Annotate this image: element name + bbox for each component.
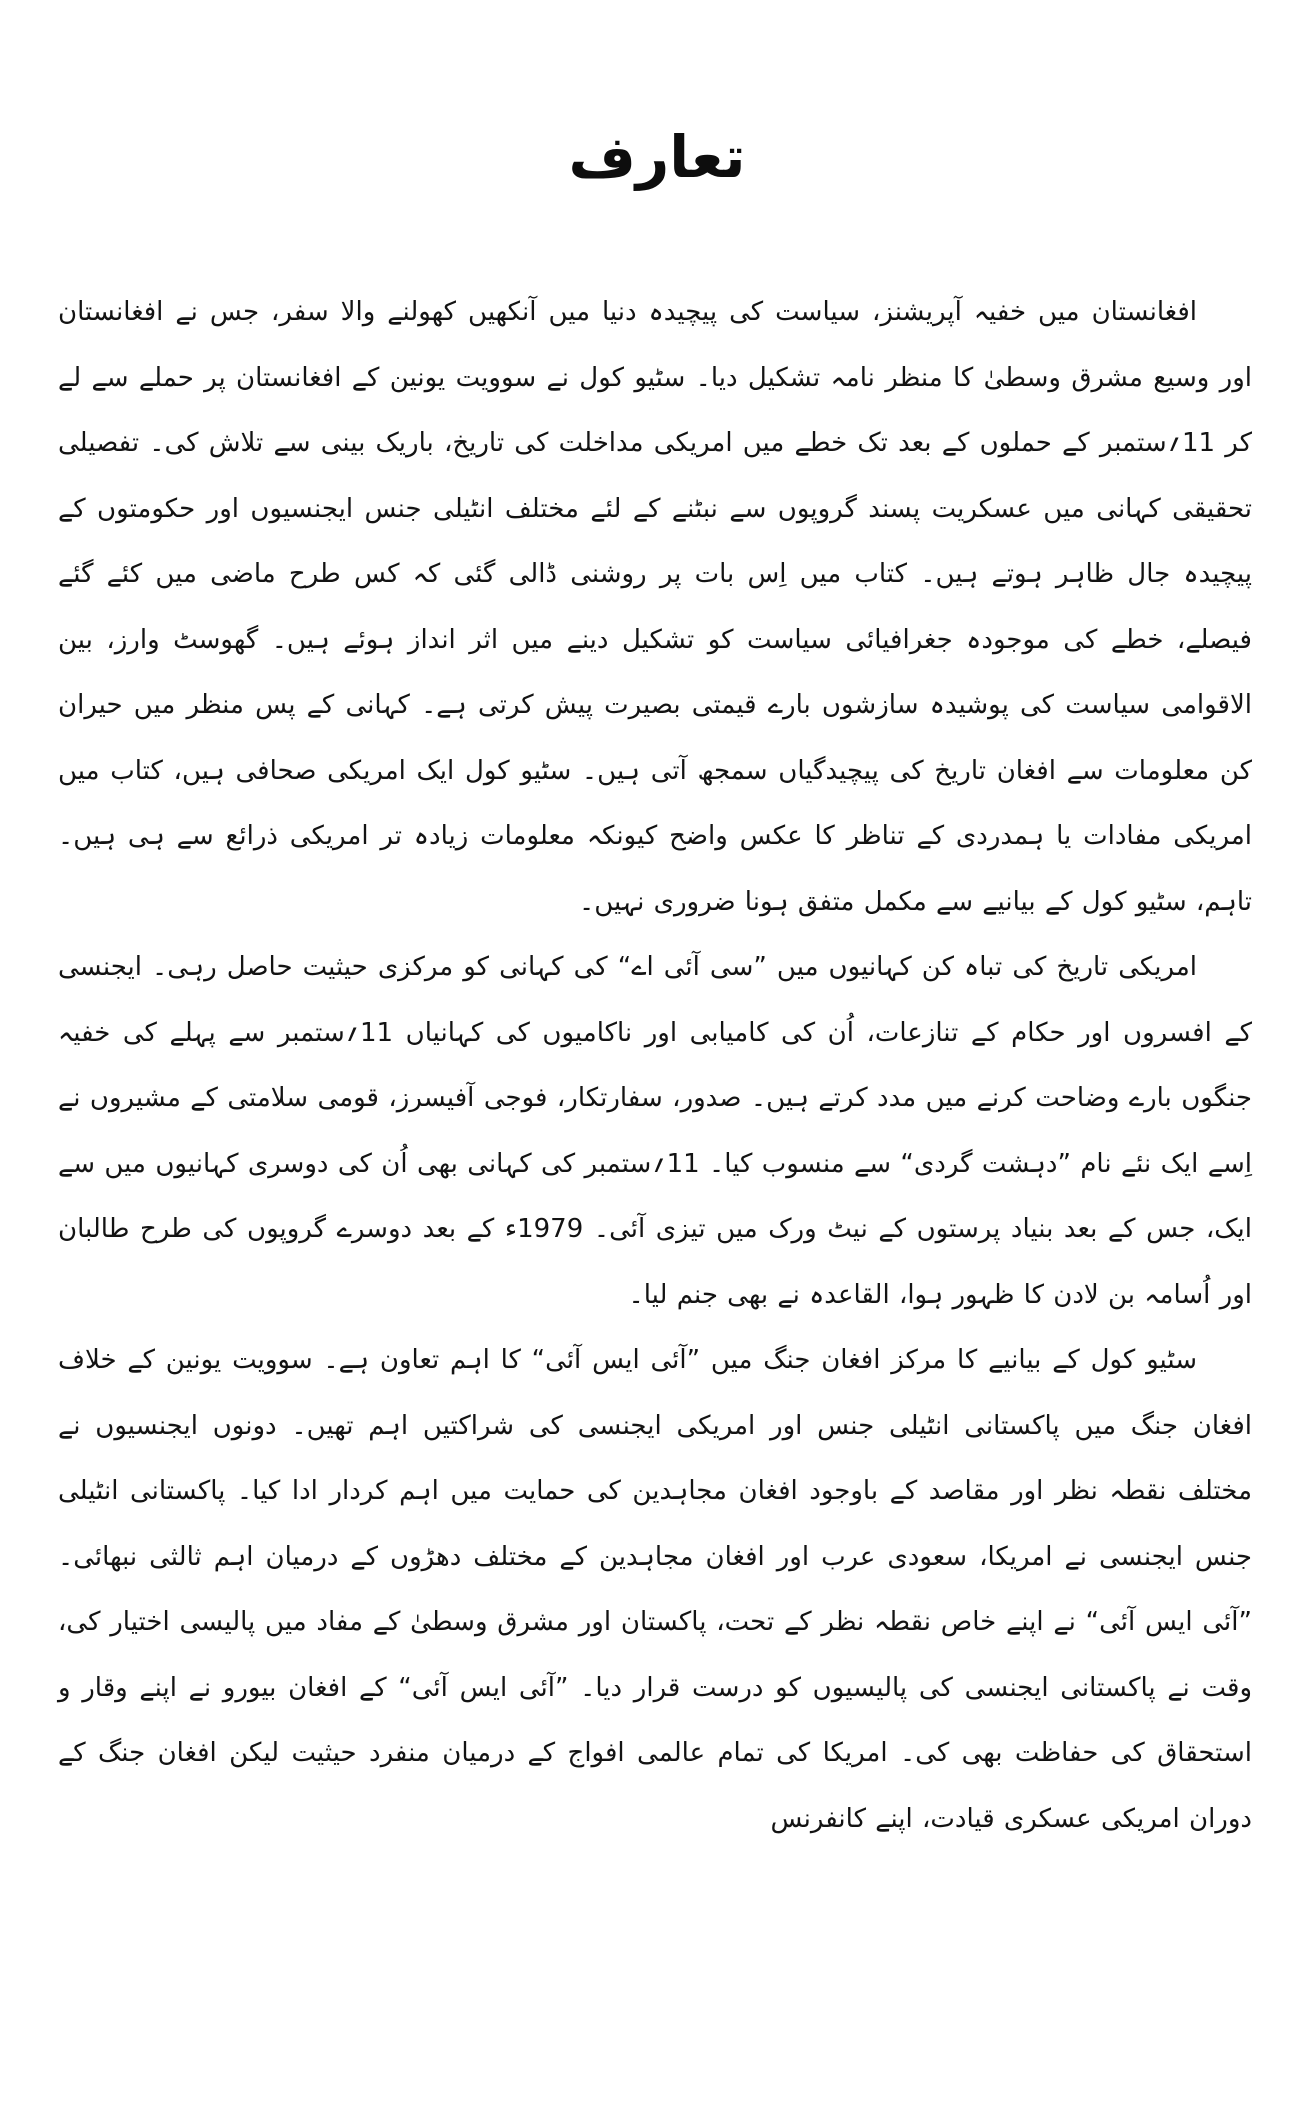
body-text [58,280,1252,1852]
page-title: تعارف [568,123,746,191]
paragraph-isi-role: سٹیو کول کے بیانیے کا مرکز افغان جنگ میں ”آئی ایس آئی“ کا اہم تعاون ہے۔ سوویت یونین کے خلاف افغان جنگ میں پاکستانی انٹیلی جنس اور امریکی ایجنسی کی شراکتیں اہم تھیں۔ دونوں ایجنسیوں نے مختلف نقطہ نظر اور مقاصد کے باوجود افغان مجاہدین کی حمایت میں اہم کردار ادا کیا۔ پاکستانی انٹیلی جنس ایجنسی نے امریکا، سعودی عرب اور افغان مجاہدین کے مختلف دھڑوں کے درمیان اہم ثالثی نبھائی۔ ”آئی ایس آئی“ نے اپنے خاص نقطہ نظر کے تحت، پاکستان اور مشرق وسطیٰ کے مفاد میں پالیسی اختیار کی، وقت نے پاکستانی ایجنسی کی پالیسیوں کو درست قرار دیا۔ ”آئی ایس آئی“ کے افغان بیورو نے اپنے وقار و استحقاق کی حفاظت بھی کی۔ امریکا کی تمام عالمی افواج کے درمیان منفرد حیثیت لیکن افغان جنگ کے دوران امریکی عسکری قیادت، اپنے کانفرنس [58,1345,1252,1834]
document-page [0,120,1314,2120]
paragraph-intro-overview: افغانستان میں خفیہ آپریشنز، سیاست کی پیچیدہ دنیا میں آنکھیں کھولنے والا سفر، جس نے افغانستان اور وسیع مشرق وسطیٰ کا منظر نامہ تشکیل دیا۔ سٹیو کول نے سوویت یونین کے افغانستان پر حملے سے لے کر 11؍ستمبر کے حملوں کے بعد تک خطے میں امریکی مداخلت کی تاریخ، باریک بینی سے تلاش کی۔ تفصیلی تحقیقی کہانی میں عسکریت پسند گروپوں سے نبٹنے کے لئے مختلف انٹیلی جنس ایجنسیوں اور حکومتوں کے پیچیدہ جال ظاہر ہوتے ہیں۔ کتاب میں اِس بات پر روشنی ڈالی گئی کہ کس طرح ماضی میں کئے گئے فیصلے، خطے کی موجودہ جغرافیائی سیاست کو تشکیل دینے میں اثر انداز ہوئے ہیں۔ گھوسٹ وارز، بین الاقوامی سیاست کی پوشیدہ سازشوں بارے قیمتی بصیرت پیش کرتی ہے۔ کہانی کے پس منظر میں حیران کن معلومات سے افغان تاریخ کی پیچیدگیاں سمجھ آتی ہیں۔ سٹیو کول ایک امریکی صحافی ہیں، کتاب میں امریکی مفادات یا ہمدردی کے تناظر کا عکس واضح کیونکہ معلومات زیادہ تر امریکی ذرائع سے ہی ہیں۔ تاہم، سٹیو کول کے بیانیے سے مکمل متفق ہونا ضروری نہیں۔ [58,297,1252,917]
paragraph-cia-history: امریکی تاریخ کی تباہ کن کہانیوں میں ”سی آئی اے“ کی کہانی کو مرکزی حیثیت حاصل رہی۔ ایجنسی کے افسروں اور حکام کے تنازعات، اُن کی کامیابی اور ناکامیوں کی کہانیاں 11؍ستمبر سے پہلے کی خفیہ جنگوں بارے وضاحت کرنے میں مدد کرتے ہیں۔ صدور، سفارتکار، فوجی آفیسرز، قومی سلامتی کے مشیروں نے اِسے ایک نئے نام ”دہشت گردی“ سے منسوب کیا۔ 11؍ستمبر کی کہانی بھی اُن کی دوسری کہانیوں میں سے ایک، جس کے بعد بنیاد پرستوں کے نیٹ ورک میں تیزی آئی۔ 1979ء کے بعد دوسرے گروپوں کی طرح طالبان اور اُسامہ بن لادن کا ظہور ہوا، القاعدہ نے بھی جنم لیا۔ [58,952,1252,1310]
